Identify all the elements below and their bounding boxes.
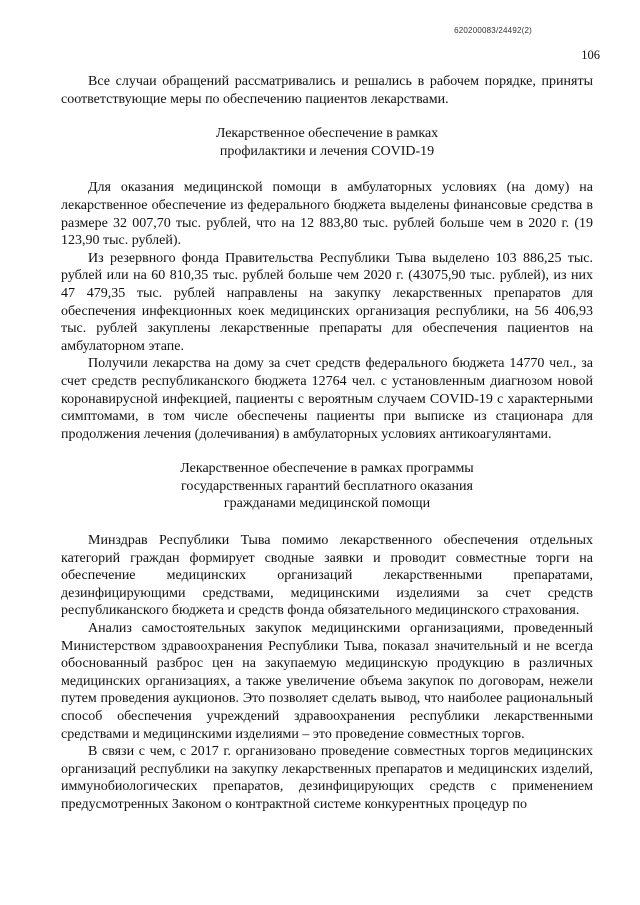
heading-line: Лекарственное обеспечение в рамках программы (180, 461, 474, 477)
heading-line: государственных гарантий бесплатного оказания (181, 478, 473, 494)
heading-line: Лекарственное обеспечение в рамках (215, 126, 439, 142)
paragraph: Получили лекарства на дому за счет средств федерального бюджета 14770 чел., за счет средств республиканского бюджета 12764 чел. с установленным диагнозом новой коронавирусной инфекцией, пациенты с вероятным случаем COVID-19 с характерными симптомами, в том числе обеспечены пациенты при выписке из стационара для продолжения лечения (долечивания) в амбулаторных условиях антикоагулянтами. (61, 356, 593, 442)
paragraph: В связи с чем, с 2017 г. организовано проведение совместных торгов медицинских организаций республики на закупку лекарственных препаратов и медицинских изделий, иммунобиологических препаратов, дезинфицирующих средств с применением предусмотренных Законом о контрактной системе конкурентных процедур по (61, 744, 593, 812)
section-heading-state-guarantees (61, 460, 593, 513)
paragraph: Из резервного фонда Правительства Республики Тыва выделено 103 886,25 тыс. рублей или на 60 810,35 тыс. рублей больше чем 2020 г. (43075,90 тыс. рублей), из них 47 479,35 тыс. рублей направлены на закупку лекарственных препаратов для обеспечения инфекционных коек медицинских организация республики, на 56 406,93 тыс. рублей закуплены лекарственные препараты для обеспечения пациентов на амбулаторном этапе. (61, 250, 593, 354)
page-number: 106 (581, 48, 600, 62)
paragraph: Минздрав Республики Тыва помимо лекарственного обеспечения отдельных категорий граждан формирует сводные заявки и проводит совместные торги на обеспечение медицинских организаций лекарственными препаратами, дезинфицирующими средствами, медицинскими изделиями за счет средств республиканского бюджета и средств фонда обязательного медицинского страхования. (61, 533, 593, 619)
heading-line: профилактики и лечения COVID-19 (219, 143, 435, 159)
heading-line: гражданами медицинской помощи (223, 496, 431, 512)
document-code: 620200083/24492(2) (454, 26, 532, 35)
section-heading-covid (61, 125, 593, 160)
paragraph-intro: Все случаи обращений рассматривались и решались в рабочем порядке, приняты соответствующие меры по обеспечению пациентов лекарствами. (61, 74, 593, 107)
document-body (61, 73, 593, 814)
paragraph: Для оказания медицинской помощи в амбулаторных условиях (на дому) на лекарственное обеспечение из федерального бюджета выделены финансовые средства в размере 32 007,70 тыс. рублей, что на 12 883,80 тыс. рублей больше чем в 2020 г. (19 123,90 тыс. рублей). (61, 180, 593, 249)
paragraph: Анализ самостоятельных закупок медицинскими организациями, проведенный Министерством здравоохранения Республики Тыва, показал значительный и не всегда обоснованный разброс цен на закупаемую медицинскую продукцию в различных медицинских организациях, а также увеличение объема закупок по договорам, нежели путем проведения аукционов. Это позволяет сделать вывод, что наиболее рациональный способ обеспечения учреждений здравоохранения республики лекарственными средствами и медицинскими изделиями – это проведение совместных торгов. (61, 621, 593, 742)
